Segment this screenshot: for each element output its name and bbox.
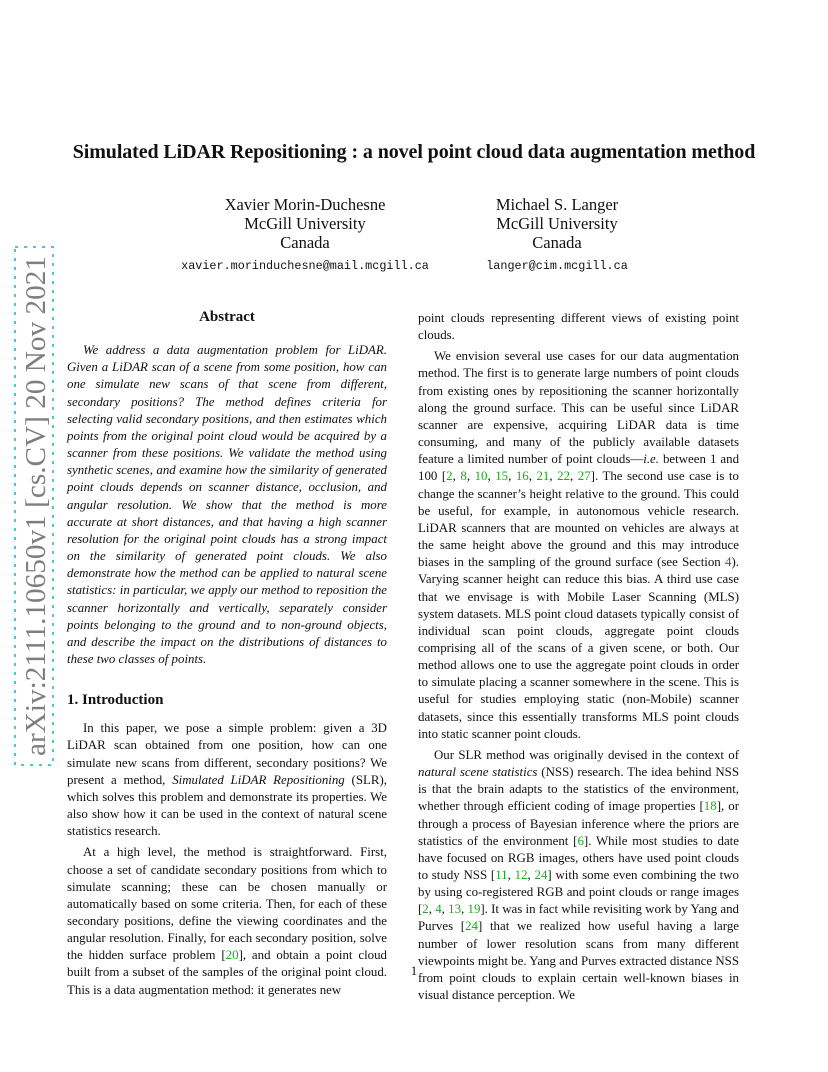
- citation-link[interactable]: 13: [448, 902, 462, 917]
- author-affiliation: McGill University: [244, 214, 366, 233]
- citation-link[interactable]: 4: [435, 902, 442, 917]
- citation-link[interactable]: 18: [703, 799, 717, 814]
- right-paragraph-0: point clouds representing different views of existing point clouds.: [418, 311, 739, 343]
- section-ref-link[interactable]: 4: [725, 555, 732, 570]
- abstract-heading: Abstract: [199, 309, 255, 325]
- right-paragraph-2: Our SLR method was originally devised in the context of natural scene statistics (NSS) research. The idea behind NSS is that the brain adapts to the statistics of the environment, whether through efficient coding of image properties [18], or through a process of Bayesian inference where the priors are statistics of the environment [6]. While most studies to date have focused on RGB images, others have used point clouds to study NSS [11, 12, 24] with some even combining the two by using co-registered RGB and point clouds or range images [2, 4, 13, 19]. It was in fact while revisiting work by Yang and Purves [24] that we realized how useful having a large number of lower resolution scans from many different viewpoints might be. Yang and Purves extracted distance NSS from point clouds to explain certain well-known biases in visual distance perception. We: [418, 747, 740, 1003]
- citation-link[interactable]: 27: [577, 469, 591, 484]
- citation-link[interactable]: 11: [495, 868, 508, 882]
- citation-link[interactable]: 22: [557, 469, 571, 484]
- paper-title: Simulated LiDAR Repositioning : a novel point cloud data augmentation method: [72, 141, 756, 163]
- right-paragraph-1: We envision several use cases for our data augmentation method. The first is to generate large numbers of point clouds from existing ones by repositioning the scanner horizontally along the ground surface. This can be useful since LiDAR scanner are expensive, acquiring LiDAR data is time consuming, and many of the publicly available datasets feature a limited number of point clouds—i.e. between 1 and 100 [2, 8, 10, 15, 16, 21, 22, 27]. The second use case is to change the scanner’s height relative to the ground. This could be useful, for example, in autonomous vehicle research. LiDAR scanners that are mounted on vehicles are always at the same height above the ground and this may introduce biases in the sampling of the ground surface (see Section 4). Varying scanner height can reduce this bias. A third use case that we envisage is with Mobile Laser Scanning (MLS) system datasets. MLS point cloud datasets typically consist of individual scan point clouds, aggregate point clouds comprising all of the scans of a given scene, or both. Our method allows one to use the aggregate point clouds in order to simulate placing a scanner somewhere in the scene. This is useful for studies employing static (non-Mobile) scanner datasets, since this essentially transforms MLS point clouds into static scanner point clouds.: [418, 349, 740, 741]
- author-affiliation: McGill University: [496, 214, 618, 233]
- page-number: 1: [410, 963, 418, 978]
- citation-link[interactable]: 15: [495, 469, 509, 484]
- arxiv-id: arXiv:2111.10650v1 [cs.CV] 20 Nov 2021: [20, 260, 52, 756]
- abstract-text: We address a data augmentation problem for LiDAR. Given a LiDAR scan of a scene from some position, how can one simulate new scans of that scene from different, secondary positions? The method defines criteria for selecting valid secondary positions, and then estimates which points from the original point cloud would be acquired by a scanner from these positions. We validate the method using synthetic scenes, and examine how the similarity of generated point clouds depends on scanner distance, occlusion, and angular resolution. We show that the method is more accurate at short distances, and that having a high scanner resolution for the original point clouds has a strong impact on the similarity of generated point clouds. We also demonstrate how the method can be applied to natural scene statistics: in particular, we apply our method to reposition the scanner horizontally and vertically, separately consider points belonging to the ground and to non-ground objects, and describe the impact on the distributions of distances to these two classes of points.: [67, 343, 387, 666]
- citation-link[interactable]: 10: [474, 469, 488, 484]
- section-heading-introduction: 1. Introduction: [67, 692, 164, 709]
- citation-link[interactable]: 16: [515, 469, 529, 484]
- author-email: langer@cim.mcgill.ca: [486, 259, 628, 273]
- citation-link[interactable]: 2: [446, 469, 453, 484]
- right-column: [418, 310, 739, 1004]
- author-block-2: [472, 195, 642, 276]
- citation-link[interactable]: 24: [534, 868, 548, 882]
- citation-link[interactable]: 21: [536, 469, 550, 484]
- citation-link[interactable]: 6: [577, 833, 584, 848]
- intro-paragraph-1: In this paper, we pose a simple problem: given a 3D LiDAR scan obtained from one position, how can one simulate new scans from different, secondary positions? We present a method, Simulated LiDAR Repositioning (SLR), which solves this problem and demonstrate its properties. We also show how it can be used in the context of natural scene statistics research.: [67, 721, 387, 839]
- citation-link[interactable]: 2: [422, 902, 429, 917]
- author-block-1: [170, 195, 440, 276]
- author-name: Xavier Morin-Duchesne: [224, 195, 386, 214]
- left-column: [67, 309, 387, 999]
- author-email: xavier.morinduchesne@mail.mcgill.ca: [181, 259, 429, 273]
- arxiv-stamp: [14, 246, 54, 766]
- author-name: Michael S. Langer: [495, 195, 619, 214]
- author-country: Canada: [280, 233, 330, 252]
- citation-link[interactable]: 12: [514, 868, 528, 882]
- citation-link[interactable]: 8: [460, 469, 467, 484]
- citation-link[interactable]: 19: [467, 902, 481, 917]
- author-country: Canada: [532, 233, 582, 252]
- citation-link[interactable]: 20: [225, 948, 239, 963]
- intro-paragraph-2: At a high level, the method is straightforward. First, choose a set of candidate secondary positions from which to simulate scanning; these can be chosen manually or automatically based on some criteria. Then, for each of these secondary positions, define the viewing coordinates and the angular resolution. Finally, for each secondary position, solve the hidden surface problem [20], and obtain a point cloud built from a subset of the samples of the original point cloud. This is a data augmentation method: it generates new: [67, 845, 387, 997]
- citation-link[interactable]: 24: [465, 919, 478, 934]
